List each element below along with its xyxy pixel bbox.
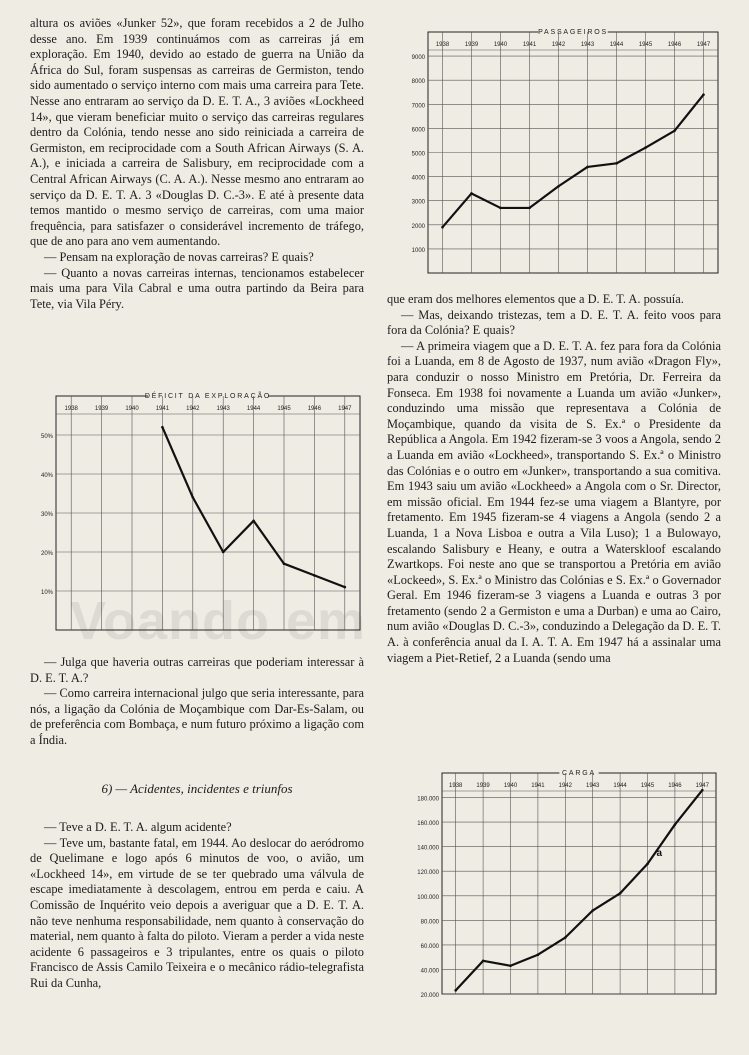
data-point [673, 130, 676, 133]
left-column-top-text [30, 16, 364, 312]
y-tick-label: 160.000 [417, 821, 439, 828]
watermark: Voando em [70, 591, 367, 651]
series-line [443, 95, 704, 228]
passageiros-chart-svg [390, 24, 722, 279]
x-tick-label: 1946 [667, 42, 682, 48]
chart-title: PASSAGEIROS [538, 29, 608, 36]
x-tick-label: 1944 [613, 783, 627, 789]
y-tick-label: 7000 [411, 103, 425, 110]
chart-title: DÉFICIT DA EXPLORAÇÃO [144, 393, 272, 400]
y-tick-label: 60.000 [420, 943, 439, 950]
paragraph: — Como carreira internacional julgo que seria interessante, para nós, a ligação da Colónia de Moçambique com Dar-Es-Salam, ou de preferência com Bombaça, e num futuro próximo a ligação com a Índia. [30, 686, 364, 747]
y-tick-label: 4000 [411, 175, 425, 182]
y-tick-label: 6000 [411, 127, 425, 134]
data-point [499, 207, 502, 210]
x-tick-label: 1938 [435, 42, 450, 48]
data-point [528, 207, 531, 210]
y-tick-label: 40% [40, 473, 53, 479]
data-point [313, 574, 316, 577]
x-tick-label: 1947 [695, 783, 709, 789]
x-tick-label: 1940 [503, 783, 518, 789]
deficit-chart-svg [30, 388, 364, 638]
x-tick-label: 1939 [464, 42, 479, 48]
x-tick-label: 1942 [558, 783, 572, 789]
x-tick-label: 1945 [640, 783, 655, 789]
carga-chart-svg [390, 765, 722, 1000]
data-point [557, 185, 560, 188]
data-point [564, 936, 567, 939]
y-tick-label: 9000 [411, 55, 425, 62]
x-tick-label: 1944 [609, 42, 624, 48]
data-point [222, 551, 225, 554]
x-tick-label: 1941 [155, 406, 170, 412]
section-heading: 6) — Acidentes, incidentes e triunfos [101, 781, 293, 796]
right-column-top-text [387, 292, 721, 666]
x-tick-label: 1938 [449, 783, 463, 789]
paragraph: — Mas, deixando tristezas, tem a D. E. T. A. feito voos para fora da Colónia? E quais? [387, 307, 721, 338]
y-tick-label: 8000 [411, 79, 425, 86]
x-tick-label: 1940 [493, 42, 508, 48]
series-line [456, 790, 703, 990]
y-tick-label: 1000 [411, 247, 425, 254]
data-point [454, 989, 457, 992]
y-tick-label: 120.000 [417, 870, 439, 877]
x-tick-label: 1943 [586, 783, 600, 789]
data-point [161, 426, 164, 429]
carga-chart [390, 765, 722, 1005]
chart-annotation: a [656, 847, 663, 859]
chart-title: CARGA [562, 770, 596, 777]
y-tick-label: 3000 [411, 199, 425, 206]
y-tick-label: 5000 [411, 151, 425, 158]
x-tick-label: 1947 [338, 406, 352, 412]
data-point [192, 496, 195, 499]
x-tick-label: 1941 [531, 783, 545, 789]
x-tick-label: 1946 [307, 406, 322, 412]
left-column-bottom-text [30, 820, 364, 992]
data-point [252, 520, 255, 523]
x-tick-label: 1945 [638, 42, 653, 48]
y-tick-label: 20% [40, 551, 53, 557]
x-tick-label: 1938 [64, 406, 78, 412]
x-tick-label: 1939 [476, 783, 490, 789]
y-tick-label: 30% [40, 512, 53, 518]
y-tick-label: 40.000 [420, 968, 439, 975]
data-point [701, 789, 704, 792]
x-tick-label: 1944 [246, 406, 261, 412]
x-tick-label: 1942 [186, 406, 200, 412]
data-point [509, 964, 512, 967]
data-point [441, 226, 444, 229]
y-tick-label: 2000 [411, 223, 425, 230]
x-tick-label: 1945 [277, 406, 291, 412]
paragraph: — Teve a D. E. T. A. algum acidente? [44, 820, 232, 834]
paragraph: — Julga que haveria outras carreiras que poderiam interessar à D. E. T. A.? [30, 655, 364, 685]
x-tick-label: 1943 [580, 42, 595, 48]
data-point [586, 166, 589, 169]
passageiros-chart [390, 24, 722, 284]
data-point [644, 146, 647, 149]
data-point [674, 823, 677, 826]
x-tick-label: 1942 [551, 42, 566, 48]
deficit-chart [30, 388, 364, 643]
paragraph: altura os aviões «Junker 52», que foram recebidos a 2 de Julho desse ano. Em 1939 continuámos com as carreiras já em exploração. Em 1940, devido ao estado de guerra na União da África do Sul, foram suspensas as carreiras de Germiston, tendo sido aumentado o serviço interno com mais uma carreira para Tete. Nesse ano entraram ao serviço da D. E. T. A., 3 aviões «Lockheed 14», que vieram beneficiar muito o serviço das carreiras regulares dentro da Colónia, tendo nesse ano sido reiniciada a carreira de Germiston, em reciprocidade com a South African Airways (S. A. A.), e iniciada a carreira de Salisbury, em reciprocidade com a Central African Airways (C. A. A.). Nesse mesmo ano entraram ao serviço da D. E. T. A. 3 «Douglas D. C.-3». E até à presente data temos mantido o mesmo serviço de carreiras, com uma maior frequência, para satisfazer o considerável incremento de tráfego, que de ano para ano vem aumentando. [30, 16, 364, 249]
paragraph: — Pensam na exploração de novas carreiras? E quais? [44, 249, 314, 264]
x-tick-label: 1941 [522, 42, 537, 48]
paragraph: — Teve um, bastante fatal, em 1944. Ao deslocar do aeródromo de Quelimane e logo após 6 minutos de voo, o avião, um «Lockheed 14», em virtude de se ter quebrado uma válvula de escape imediatamente à descolagem, entrou em perda e caiu. A Comissão de Inquérito veio depois a averiguar que a D. E. T. A. não teve nenhuma responsabilidade, nem quanto à conservação do material, nem quanto à falta do piloto. Vieram a perder a vida neste acidente 6 passageiros e 3 tripulantes, entre os quais o piloto Francisco de Assis Camilo Teixeira e o mecânico rádio-telegrafista Rui da Cunha, [30, 835, 364, 990]
data-point [702, 93, 705, 96]
y-tick-label: 180.000 [417, 796, 439, 803]
x-tick-label: 1947 [696, 42, 711, 48]
data-point [591, 909, 594, 912]
data-point [482, 960, 485, 963]
paragraph: — A primeira viagem que a D. E. T. A. fez para fora da Colónia foi a Luanda, em 8 de Agosto de 1937, num avião «Dragon Fly», para conduzir o nosso Ministro em Pretória, Dr. Ferreira da Fonseca. Em 1938 foi novamente a Luanda um avião «Junker», conduzindo uma missão que representava a Colónia de Moçambique, quando da visita de S. Ex.ª o Presidente da República a Angola. Em 1942 fizeram-se 3 voos a Angola, sendo 2 a Luanda em avião «Lockheed», transportando S. Ex.ª o Ministro das Colónias e o outro em «Junker», transportando a sua comitiva. Em 1943 saiu um avião «Lockheed» a Angola com o Sr. Director, em missão oficial. Em 1944 fez-se uma viagem a Blantyre, por fretamento. Em 1945 fizeram-se 4 viagens a Angola (sendo 2 a Luanda, 1 a Nova Lisboa e outra a Vila Luso); 1 a Bulowayo, escalando Salisbury e Heany, e outra a Waterskloof escalando Zwartkops. Foi neste ano que se transportou a Pretória em avião «Lockeed», S. Ex.ª o Ministro das Colónias e S. Ex.ª o Governador Geral. Em 1946 fizeram-se 3 viagens a Luanda e outras 3 por fretamento (sendo 2 a Germiston e uma a Durban) e uma ao Cairo, num avião «Douglas D. C.-3», conduzindo a Delegação da D. E. T. A. à conferência anual da I. A. T. A. Em 1947 há a assinalar uma viagem a Piet-Retief, 2 a Luanda (sendo uma [387, 338, 721, 665]
x-tick-label: 1940 [125, 406, 139, 412]
paragraph: — Quanto a novas carreiras internas, tencionamos estabelecer mais uma para Vila Cabral e uma outra partindo da Beira para Tete, via Vila Péry. [30, 265, 364, 311]
data-point [470, 192, 473, 195]
x-tick-label: 1939 [94, 406, 109, 412]
data-point [619, 892, 622, 895]
y-tick-label: 80.000 [420, 919, 439, 926]
data-point [615, 162, 618, 165]
paragraph: que eram dos melhores elementos que a D. E. T. A. possuía. [387, 292, 684, 306]
y-tick-label: 100.000 [417, 894, 439, 901]
data-point [344, 586, 347, 589]
y-tick-label: 20.000 [420, 993, 439, 999]
data-point [646, 863, 649, 866]
data-point [537, 953, 540, 956]
y-tick-label: 140.000 [417, 845, 439, 852]
left-column-mid-text [30, 655, 364, 749]
x-tick-label: 1946 [668, 783, 682, 789]
data-point [283, 562, 286, 565]
x-tick-label: 1943 [216, 406, 230, 412]
y-tick-label: 10% [40, 590, 53, 596]
y-tick-label: 50% [40, 434, 53, 440]
